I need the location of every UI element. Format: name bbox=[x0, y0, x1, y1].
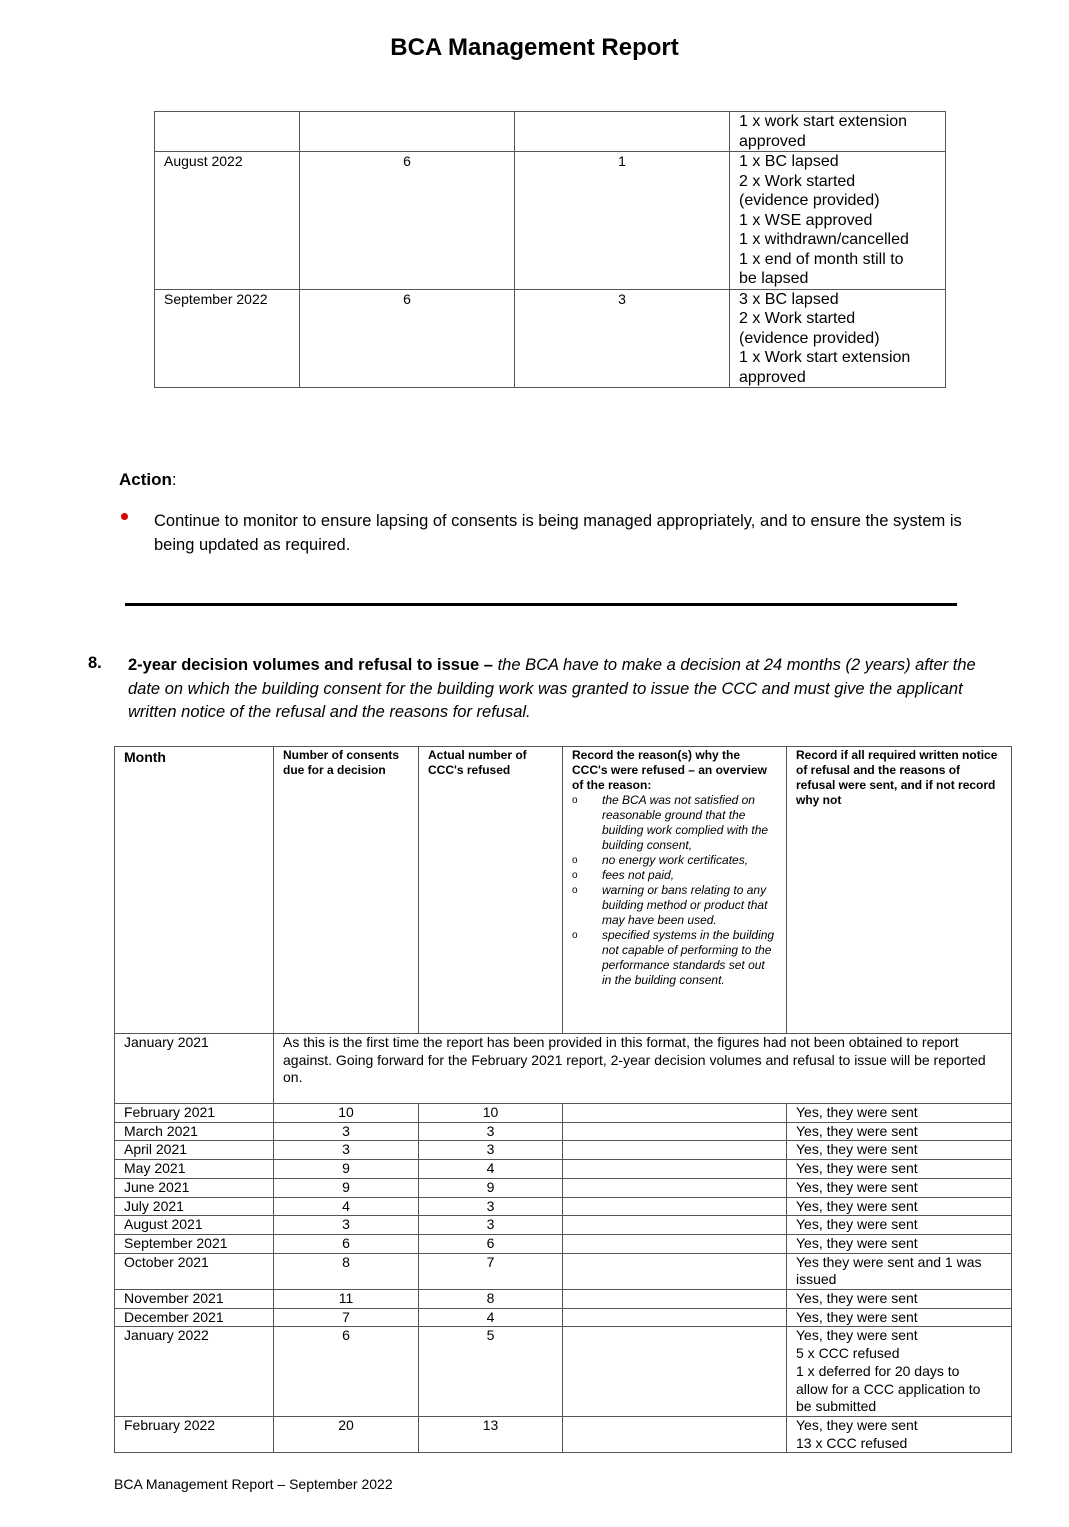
count-cell: 3 bbox=[515, 289, 730, 388]
ccc-refused-cell: 3 bbox=[419, 1197, 563, 1216]
ccc-refused-cell: 3 bbox=[419, 1122, 563, 1141]
consents-due-cell: 3 bbox=[274, 1141, 419, 1160]
consents-due-cell: 9 bbox=[274, 1160, 419, 1179]
ccc-refused-cell: 10 bbox=[419, 1104, 563, 1123]
reason-cell bbox=[563, 1160, 787, 1179]
table-row bbox=[115, 1216, 1012, 1235]
consents-due-cell: 8 bbox=[274, 1253, 419, 1289]
table-header-row bbox=[115, 747, 1012, 1034]
notice-cell: Yes, they were sent bbox=[787, 1216, 1012, 1235]
ccc-refused-cell: 3 bbox=[419, 1141, 563, 1160]
header-consents-due: Number of consents due for a decision bbox=[274, 747, 419, 1034]
section-heading: 2-year decision volumes and refusal to issue – the BCA have to make a decision at 24 months (2 years) after the date on which the building consent for the building work was granted to issue the CCC and must give the applicant written notice of the refusal and the reasons for refusal. bbox=[128, 656, 976, 721]
header-ccc-refused: Actual number of CCC's refused bbox=[419, 747, 563, 1034]
reason-cell bbox=[563, 1234, 787, 1253]
reason-cell bbox=[563, 1308, 787, 1327]
reason-item bbox=[572, 793, 777, 853]
month-cell: July 2021 bbox=[115, 1197, 274, 1216]
reason-text: specified systems in the building not capable of performing to the performance standards set out in the building consent. bbox=[602, 928, 775, 987]
circle-bullet-icon: o bbox=[572, 885, 578, 896]
action-label: Action: bbox=[119, 470, 177, 489]
table-row bbox=[115, 1034, 1012, 1104]
notice-cell: Yes, they were sent 5 x CCC refused 1 x deferred for 20 days to allow for a CCC application to be submitted bbox=[787, 1327, 1012, 1417]
consents-due-cell: 3 bbox=[274, 1122, 419, 1141]
month-cell: January 2022 bbox=[115, 1327, 274, 1417]
month-cell: December 2021 bbox=[115, 1308, 274, 1327]
notice-cell: Yes, they were sent bbox=[787, 1160, 1012, 1179]
ccc-refused-cell: 8 bbox=[419, 1290, 563, 1309]
table-row bbox=[155, 112, 946, 152]
month-cell: August 2021 bbox=[115, 1216, 274, 1235]
table-row bbox=[115, 1197, 1012, 1216]
first-row-note: As this is the first time the report has been provided in this format, the figures had not been obtained to report against. Going forward for the February 2021 report, 2-year decision volumes and refusal to issue will be reported on. bbox=[274, 1034, 1012, 1104]
reason-text: warning or bans relating to any building method or product that may have been used. bbox=[602, 883, 768, 927]
month-cell: November 2021 bbox=[115, 1290, 274, 1309]
consents-due-cell: 6 bbox=[274, 1327, 419, 1417]
reason-item bbox=[572, 868, 777, 883]
consents-due-cell: 11 bbox=[274, 1290, 419, 1309]
consents-due-cell: 6 bbox=[274, 1234, 419, 1253]
page-title: BCA Management Report bbox=[390, 34, 679, 61]
decision-volumes-table bbox=[114, 746, 1012, 1453]
notice-cell: Yes, they were sent 13 x CCC refused bbox=[787, 1416, 1012, 1452]
notice-cell: Yes, they were sent bbox=[787, 1308, 1012, 1327]
consents-due-cell: 7 bbox=[274, 1308, 419, 1327]
month-cell: January 2021 bbox=[115, 1034, 274, 1104]
notice-cell: Yes, they were sent bbox=[787, 1141, 1012, 1160]
table-row bbox=[115, 1104, 1012, 1123]
reason-text: fees not paid, bbox=[602, 868, 675, 882]
notes-cell: 3 x BC lapsed 2 x Work started (evidence provided) 1 x Work start extension approved bbox=[730, 289, 946, 388]
reason-cell bbox=[563, 1290, 787, 1309]
month-cell: March 2021 bbox=[115, 1122, 274, 1141]
reason-cell bbox=[563, 1122, 787, 1141]
month-cell: June 2021 bbox=[115, 1178, 274, 1197]
consents-due-cell: 20 bbox=[274, 1416, 419, 1452]
circle-bullet-icon: o bbox=[572, 870, 578, 881]
circle-bullet-icon: o bbox=[572, 795, 578, 806]
table-row bbox=[155, 289, 946, 388]
consents-due-cell: 9 bbox=[274, 1178, 419, 1197]
ccc-refused-cell: 13 bbox=[419, 1416, 563, 1452]
table-row bbox=[115, 1141, 1012, 1160]
table-row bbox=[115, 1416, 1012, 1452]
reason-cell bbox=[563, 1416, 787, 1452]
reason-item bbox=[572, 883, 777, 928]
circle-bullet-icon: o bbox=[572, 930, 578, 941]
table-row bbox=[115, 1253, 1012, 1289]
header-notice: Record if all required written notice of refusal and the reasons of refusal were sent, and if not record why not bbox=[787, 747, 1012, 1034]
section-number: 8. bbox=[88, 654, 102, 672]
reason-cell bbox=[563, 1216, 787, 1235]
count-cell bbox=[300, 112, 515, 152]
circle-bullet-icon: o bbox=[572, 855, 578, 866]
section-divider bbox=[125, 603, 957, 606]
count-cell bbox=[515, 112, 730, 152]
action-bullet-text: Continue to monitor to ensure lapsing of consents is being managed appropriately, and to ensure the system is being updated as required. bbox=[154, 512, 962, 554]
table-row bbox=[115, 1234, 1012, 1253]
page-footer: BCA Management Report – September 2022 bbox=[114, 1476, 393, 1492]
table-row bbox=[115, 1308, 1012, 1327]
notes-cell: 1 x BC lapsed 2 x Work started (evidence provided) 1 x WSE approved 1 x withdrawn/cancelled 1 x end of month still to be lapsed bbox=[730, 152, 946, 290]
count-cell: 1 bbox=[515, 152, 730, 290]
notice-cell: Yes, they were sent bbox=[787, 1234, 1012, 1253]
table-row bbox=[115, 1160, 1012, 1179]
month-cell: October 2021 bbox=[115, 1253, 274, 1289]
header-reasons: Record the reason(s) why the CCC's were refused – an overview of the reason: o the BCA was not satisfied on reasonable ground that the building work complied with the building consent, o no energy work certificates, o fees not paid, o warning or bans relating to any building method or product that may have been used. o specified systems in the building not capable of performing to the performance standards set out in the building consent. bbox=[563, 747, 787, 1034]
ccc-refused-cell: 4 bbox=[419, 1308, 563, 1327]
reason-cell bbox=[563, 1104, 787, 1123]
consents-due-cell: 10 bbox=[274, 1104, 419, 1123]
notice-cell: Yes, they were sent bbox=[787, 1197, 1012, 1216]
notice-cell: Yes they were sent and 1 was issued bbox=[787, 1253, 1012, 1289]
consents-due-cell: 3 bbox=[274, 1216, 419, 1235]
bullet-dot-icon bbox=[121, 513, 128, 520]
month-cell: August 2022 bbox=[155, 152, 300, 290]
reason-text: no energy work certificates, bbox=[602, 853, 749, 867]
consents-due-cell: 4 bbox=[274, 1197, 419, 1216]
ccc-refused-cell: 3 bbox=[419, 1216, 563, 1235]
count-cell: 6 bbox=[300, 152, 515, 290]
ccc-refused-cell: 9 bbox=[419, 1178, 563, 1197]
table-row bbox=[115, 1122, 1012, 1141]
month-cell bbox=[155, 112, 300, 152]
month-cell: September 2022 bbox=[155, 289, 300, 388]
notice-cell: Yes, they were sent bbox=[787, 1122, 1012, 1141]
month-cell: May 2021 bbox=[115, 1160, 274, 1179]
reason-cell bbox=[563, 1253, 787, 1289]
lapsing-consents-table bbox=[154, 111, 946, 388]
notice-cell: Yes, they were sent bbox=[787, 1290, 1012, 1309]
table-row bbox=[155, 152, 946, 290]
ccc-refused-cell: 7 bbox=[419, 1253, 563, 1289]
ccc-refused-cell: 4 bbox=[419, 1160, 563, 1179]
ccc-refused-cell: 5 bbox=[419, 1327, 563, 1417]
reason-cell bbox=[563, 1197, 787, 1216]
month-cell: February 2022 bbox=[115, 1416, 274, 1452]
count-cell: 6 bbox=[300, 289, 515, 388]
reason-text: the BCA was not satisfied on reasonable ground that the building work complied with the building consent, bbox=[602, 793, 769, 852]
reason-item bbox=[572, 928, 777, 988]
month-cell: February 2021 bbox=[115, 1104, 274, 1123]
month-cell: April 2021 bbox=[115, 1141, 274, 1160]
reasons-list bbox=[572, 793, 777, 988]
table-row bbox=[115, 1178, 1012, 1197]
ccc-refused-cell: 6 bbox=[419, 1234, 563, 1253]
table-row bbox=[115, 1327, 1012, 1417]
notes-cell: 1 x work start extension approved bbox=[730, 112, 946, 152]
reason-item bbox=[572, 853, 777, 868]
reason-cell bbox=[563, 1141, 787, 1160]
notice-cell: Yes, they were sent bbox=[787, 1104, 1012, 1123]
reason-cell bbox=[563, 1327, 787, 1417]
header-month: Month bbox=[115, 747, 274, 1034]
notice-cell: Yes, they were sent bbox=[787, 1178, 1012, 1197]
reason-cell bbox=[563, 1178, 787, 1197]
table-row bbox=[115, 1290, 1012, 1309]
month-cell: September 2021 bbox=[115, 1234, 274, 1253]
